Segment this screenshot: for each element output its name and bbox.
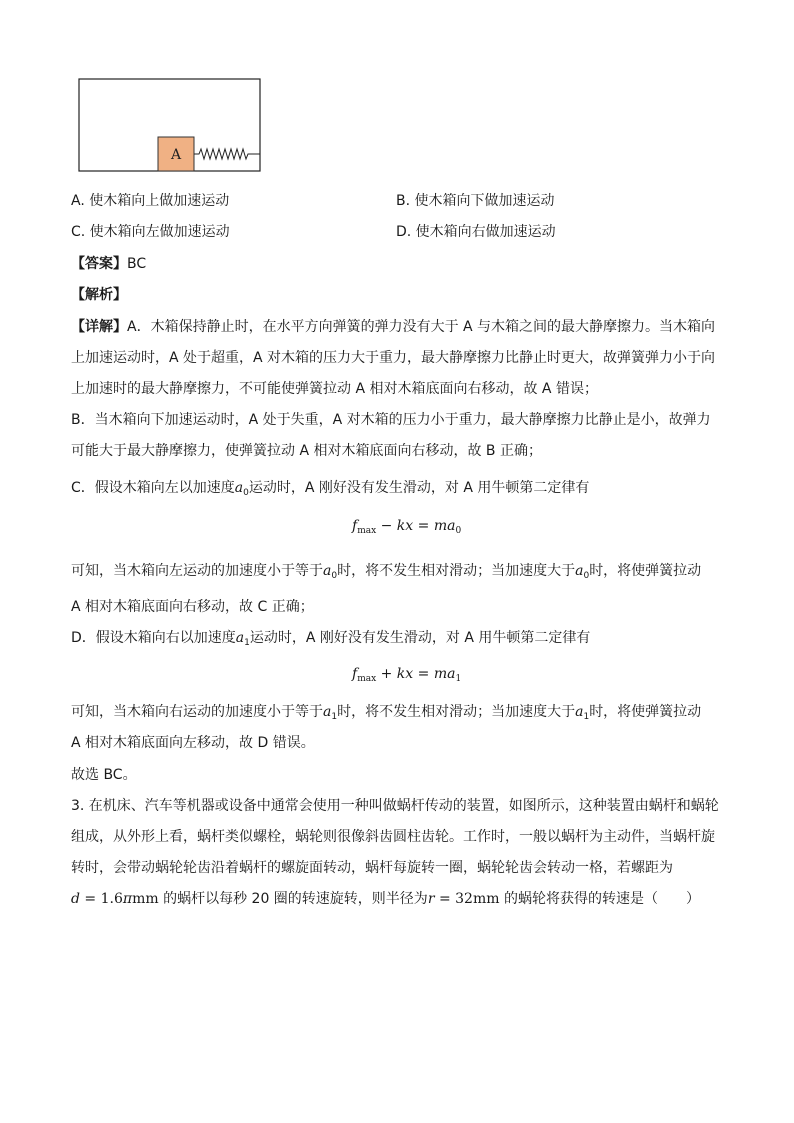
- detail-line-7: 可知，当木箱向左运动的加速度小于等于$a_0$时，将不发生相对滑动；当加速度大于$a_0$时，将使弹簧拉动: [71, 563, 702, 581]
- answer-line: [71, 254, 146, 274]
- q3-line-1: 3. 在机床、汽车等机器或设备中通常会使用一种叫做蜗杆传动的装置，如图所示，这种装置由蜗杆和蜗轮: [71, 798, 719, 814]
- block-a-label: A: [170, 147, 182, 163]
- q3-line-4: d = 1.6πmm 的蜗杆以每秒 20 圈的转速旋转，则半径为r = 32mm 的蜗轮将获得的转速是（ ）: [71, 891, 700, 907]
- detail-line-4: B．当木箱向下加速运动时，A 处于失重，A 对木箱的压力小于重力，最大静摩擦力比静止是小，故弹力: [71, 412, 711, 428]
- detail-label: 【详解】: [71, 319, 127, 335]
- detail-line-5: 可能大于最大静摩擦力，使弹簧拉动 A 相对木箱底面向右移动，故 B 正确；: [71, 443, 542, 459]
- detail-line-6: C．假设木箱向左以加速度$a_0$运动时，A 刚好没有发生滑动，对 A 用牛顿第二定律有: [71, 480, 590, 498]
- detail-line-1: 【详解】A．木箱保持静止时，在水平方向弹簧的弹力没有大于 A 与木箱之间的最大静摩擦力。当木箱向: [71, 319, 716, 335]
- detail-line-8: A 相对木箱底面向右移动，故 C 正确；: [71, 599, 314, 615]
- detail-line-3: 上加速时的最大静摩擦力，不可能使弹簧拉动 A 相对木箱底面向右移动，故 A 错误；: [71, 381, 598, 397]
- equation-1: $f_{max}$ − kx = $ma_0$: [352, 518, 462, 536]
- equation-2: $f_{max}$ + kx = $ma_1$: [352, 666, 462, 684]
- q3-line-2: 组成，从外形上看，蜗杆类似螺栓，蜗轮则很像斜齿圆柱齿轮。工作时，一般以蜗杆为主动件，当蜗杆旋: [71, 829, 715, 845]
- answer-label: 【答案】: [71, 256, 127, 272]
- option-a: A. 使木箱向上做加速运动: [71, 193, 230, 209]
- detail-line-12: 故选 BC。: [71, 767, 137, 783]
- detail-line-2: 上加速运动时，A 处于超重，A 对木箱的压力大于重力，最大静摩擦力比静止时更大，故弹簧弹力小于向: [71, 350, 716, 366]
- option-c: C. 使木箱向左做加速运动: [71, 224, 230, 240]
- detail-line-10: 可知，当木箱向右运动的加速度小于等于$a_1$时，将不发生相对滑动；当加速度大于$a_1$时，将使弹簧拉动: [71, 704, 702, 722]
- option-b: B. 使木箱向下做加速运动: [396, 193, 555, 209]
- answer-value: BC: [127, 256, 147, 272]
- detail-line-9: D．假设木箱向右以加速度$a_1$运动时，A 刚好没有发生滑动，对 A 用牛顿第二定律有: [71, 630, 591, 648]
- spring: [194, 149, 260, 159]
- box-spring-figure: [78, 78, 264, 174]
- analysis-label: 【解析】: [71, 287, 127, 303]
- detail-line-11: A 相对木箱底面向左移动，故 D 错误。: [71, 735, 315, 751]
- q3-line-3: 转时，会带动蜗轮轮齿沿着蜗杆的螺旋面转动，蜗杆每旋转一圈，蜗轮轮齿会转动一格，若螺距为: [71, 860, 673, 876]
- option-d: D. 使木箱向右做加速运动: [396, 224, 556, 240]
